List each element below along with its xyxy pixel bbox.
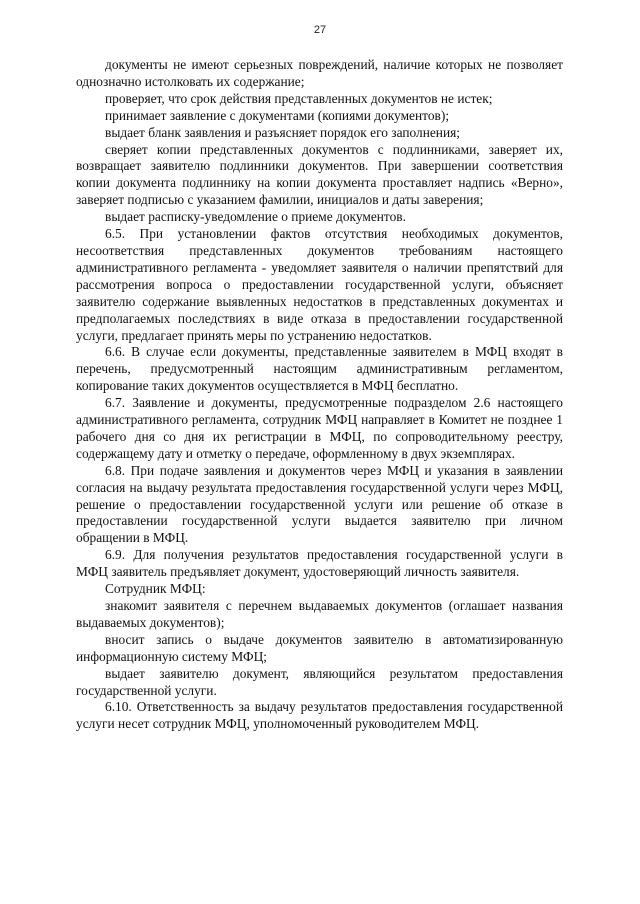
- paragraph: документы не имеют серьезных повреждений, наличие которых не позволяет однозначно истолковать их содержание;: [76, 57, 563, 89]
- page-number: 27: [313, 24, 327, 36]
- paragraph: 6.8. При подаче заявления и документов через МФЦ и указания в заявлении согласия на выдачу результата предоставления государственной услуги через МФЦ, решение о предоставлении государственной услуги или решение об отказе в предоставлении государственной услуги выдается заявителю при личном обращении в МФЦ.: [76, 462, 563, 546]
- paragraph: 6.5. При установлении фактов отсутствия необходимых документов, несоответствия представленных документов требованиям настоящего административного регламента - уведомляет заявителя о наличии препятствий для рассмотрения вопроса о предоставлении государственной услуги, объясняет заявителю содержание выявленных недостатков в представленных документах и предполагаемых последствиях в виде отказа в предоставлении государственной услуги, предлагает принять меры по устранению недостатков.: [76, 226, 563, 343]
- paragraph: сверяет копии представленных документов с подлинниками, заверяет их, возвращает заявителю подлинники документов. При завершении соответствия копии документа подлиннику на копии документа проставляет надпись «Верно», заверяет подписью с указанием фамилии, инициалов и даты заверения;: [76, 141, 563, 208]
- paragraph: 6.10. Ответственность за выдачу результатов предоставления государственной услуги несет сотрудник МФЦ, уполномоченный руководителем МФЦ.: [76, 699, 563, 732]
- paragraph: проверяет, что срок действия представленных документов не истек;: [105, 90, 493, 106]
- paragraph: принимает заявление с документами (копиями документов);: [105, 107, 450, 123]
- paragraph: 6.7. Заявление и документы, предусмотренные подразделом 2.6 настоящего административного регламента, сотрудник МФЦ направляет в Комитет не позднее 1 рабочего дня со дня их регистрации в МФЦ, по сопроводительному реестру, содержащему дату и отметку о передаче, оформленному в двух экземплярах.: [76, 395, 563, 461]
- paragraph: вносит запись о выдаче документов заявителю в автоматизированную информационную систему МФЦ;: [76, 631, 563, 664]
- paragraph: Сотрудник МФЦ:: [105, 581, 206, 597]
- paragraph: 6.6. В случае если документы, представленные заявителем в МФЦ входят в перечень, предусмотренный настоящим административным регламентом, копирование таких документов осуществляется в МФЦ бесплатно.: [76, 344, 563, 394]
- paragraph: знакомит заявителя с перечнем выдаваемых документов (оглашает названия выдаваемых документов);: [76, 598, 563, 630]
- paragraph: выдает расписку-уведомление о приеме документов.: [105, 209, 406, 225]
- page-text: [76, 57, 563, 733]
- paragraph: выдает бланк заявления и разъясняет порядок его заполнения;: [105, 124, 461, 140]
- paragraph: выдает заявителю документ, являющийся результатом предоставления государственной услуги.: [76, 665, 563, 698]
- paragraph: 6.9. Для получения результатов предоставления государственной услуги в МФЦ заявитель предъявляет документ, удостоверяющий личность заявителя.: [76, 547, 563, 580]
